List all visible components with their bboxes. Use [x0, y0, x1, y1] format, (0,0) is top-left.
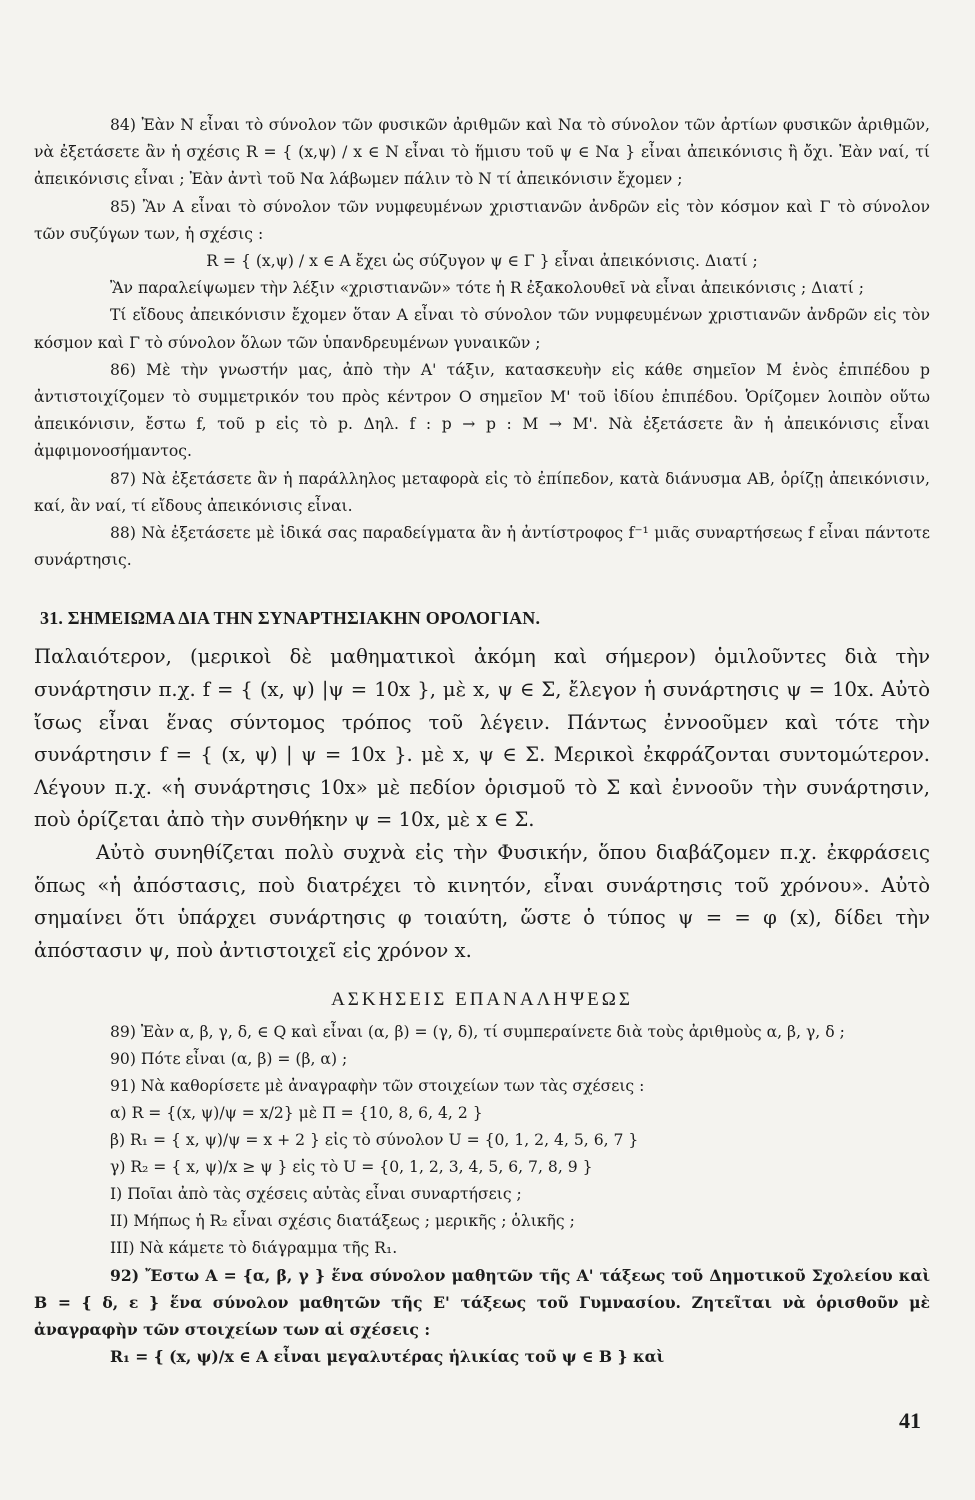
- exercise-85: 85) Ἂν A εἶναι τὸ σύνολον τῶν νυμφευμένων χριστιανῶν ἀνδρῶν εἰς τὸν κόσμον καὶ Γ τὸ σύνολον τῶν συζύγων των, ἡ σχέσις :: [34, 197, 930, 243]
- exercise-87: 87) Νὰ ἐξετάσετε ἂν ἡ παράλληλος μεταφορὰ εἰς τὸ ἐπίπεδον, κατὰ διάνυσμα AB, ὁρίζῃ ἀπεικόνισιν, καί, ἂν ναί, τί εἴδους ἀπεικόνισις εἶναι.: [34, 469, 930, 515]
- exercise-91-a: α) R = {(x, ψ)/ψ = x/2} μὲ Π = {10, 8, 6, 4, 2 }: [110, 1104, 483, 1123]
- exercise-90: 90) Πότε εἶναι (α, β) = (β, α) ;: [110, 1050, 348, 1069]
- exercise-85-question-b: Τί εἴδους ἀπεικόνισιν ἔχομεν ὅταν A εἶναι τὸ σύνολον τῶν νυμφευμένων χριστιανῶν ἀνδρῶν εἰς τὸν κόσμον καὶ Γ τὸ σύνολον ὅλων τῶν ὑπανδρευμένων γυναικῶν ;: [34, 306, 930, 352]
- exercise-86: 86) Μὲ τὴν γνωστήν μας, ἀπὸ τὴν Α' τάξιν, κατασκευὴν εἰς κάθε σημεῖον M ἑνὸς ἐπιπέδου p ἀντιστοιχίζομεν τὸ συμμετρικόν του πρὸς κέντρον O σημεῖον M' τοῦ ἰδίου ἐπιπέδου. Ὁρίζομεν λοιπὸν οὕτω ἀπεικόνισιν, ἔστω f, τοῦ p εἰς τὸ p. Δηλ. f : p → p : M → M'. Νὰ ἐξετάσετε ἂν ἡ ἀπεικόνισις εἶναι ἀμφιμονοσήμαντος.: [34, 360, 930, 461]
- exercise-92: 92) Ἔστω A = {α, β, γ } ἕνα σύνολον μαθητῶν τῆς Α' τάξεως τοῦ Δημοτικοῦ Σχολείου καὶ B = { δ, ε } ἕνα σύνολον μαθητῶν τῆς Ε' τάξεως τοῦ Γυμνασίου. Ζητεῖται νὰ ὁρισθοῦν μὲ ἀναγραφὴν τῶν στοιχείων των αἱ σχέσεις :: [34, 1266, 930, 1340]
- exercise-91-ii: II) Μήπως ἡ R₂ εἶναι σχέσις διατάξεως ; μερικῆς ; ὁλικῆς ;: [110, 1212, 575, 1231]
- section-title: 31. ΣΗΜΕΙΩΜΑ ΔΙΑ ΤΗΝ ΣΥΝΑΡΤΗΣΙΑΚΗΝ ΟΡΟΛΟΓΙΑΝ.: [40, 608, 541, 629]
- page-number: 41: [899, 1408, 921, 1433]
- exercise-91-c: γ) R₂ = { x, ψ)/x ≥ ψ } εἰς τὸ U = {0, 1, 2, 3, 4, 5, 6, 7, 8, 9 }: [110, 1158, 593, 1177]
- exercise-85-question-a: Ἂν παραλείψωμεν τὴν λέξιν «χριστιανῶν» τότε ἡ R ἐξακολουθεῖ νὰ εἶναι ἀπεικόνισις ; Διατί ;: [110, 279, 865, 298]
- exercise-91-b: β) R₁ = { x, ψ)/ψ = x + 2 } εἰς τὸ σύνολον U = {0, 1, 2, 4, 5, 6, 7 }: [110, 1131, 639, 1150]
- note-paragraph-2: Αὐτὸ συνηθίζεται πολὺ συχνὰ εἰς τὴν Φυσικήν, ὅπου διαβάζομεν π.χ. ἐκφράσεις ὅπως «ἡ ἀπόστασις, ποὺ διατρέχει τὸ κινητόν, εἶναι συνάρτησις τοῦ χρόνου». Αὐτὸ σημαίνει ὅτι ὑπάρχει συνάρτησις φ τοιαύτη, ὥστε ὁ τύπος ψ = = φ (x), δίδει τὴν ἀπόστασιν ψ, ποὺ ἀντιστοιχεῖ εἰς χρόνον x.: [34, 841, 930, 962]
- exercise-85-formula: R = { (x,ψ) / x ∈ A ἔχει ὡς σύζυγον ψ ∈ Γ } εἶναι ἀπεικόνισις. Διατί ;: [206, 252, 758, 271]
- exercise-92-relation: R₁ = { (x, ψ)/x ∈ A εἶναι μεγαλυτέρας ἡλικίας τοῦ ψ ∈ B } καὶ: [110, 1347, 665, 1367]
- exercise-91: 91) Νὰ καθορίσετε μὲ ἀναγραφὴν τῶν στοιχείων των τὰς σχέσεις :: [110, 1077, 645, 1096]
- exercises-89-92: [34, 1019, 930, 1370]
- note-paragraph-1: Παλαιότερον, (μερικοὶ δὲ μαθηματικοὶ ἀκόμη καὶ σήμερον) ὁμιλοῦντες διὰ τὴν συνάρτησιν π.χ. f = { (x, ψ) |ψ = 10x }, μὲ x, ψ ∈ Σ, ἔλεγον ἡ συνάρτησις ψ = 10x. Αὐτὸ ἴσως εἶναι ἕνας σύντομος τρόπος τοῦ λέγειν. Πάντως ἐννοοῦμεν καὶ τότε τὴν συνάρτησιν f = { (x, ψ) | ψ = 10x }. μὲ x, ψ ∈ Σ. Μερικοὶ ἐκφράζονται συντομώτερον. Λέγουν π.χ. «ἡ συνάρτησις 10x» μὲ πεδίον ὁρισμοῦ τὸ Σ καὶ ἐννοοῦν τὴν συνάρτησιν, ποὺ ὁρίζεται ἀπὸ τὴν συνθήκην ψ = 10x, μὲ x ∈ Σ.: [34, 645, 930, 832]
- exercise-89: 89) Ἐὰν α, β, γ, δ, ∈ Q καὶ εἶναι (α, β) = (γ, δ), τί συμπεραίνετε διὰ τοὺς ἀριθμοὺς α, β, γ, δ ;: [110, 1023, 845, 1042]
- note-body: [34, 641, 930, 967]
- exercise-91-iii: III) Νὰ κάμετε τὸ διάγραμμα τῆς R₁.: [110, 1239, 398, 1258]
- exercises-84-88: [34, 112, 930, 574]
- page: [34, 112, 930, 1370]
- exercise-84: 84) Ἐὰν N εἶναι τὸ σύνολον τῶν φυσικῶν ἀριθμῶν καὶ Nα τὸ σύνολον τῶν ἀρτίων φυσικῶν ἀριθμῶν, νὰ ἐξετάσετε ἂν ἡ σχέσις R = { (x,ψ) / x ∈ N εἶναι τὸ ἥμισυ τοῦ ψ ∈ Nα } εἶναι ἀπεικόνισις ἢ ὄχι. Ἐὰν ναί, τί ἀπεικόνισις εἶναι ; Ἐὰν ἀντὶ τοῦ Nα λάβωμεν πάλιν τὸ N τί ἀπεικόνισιν ἔχομεν ;: [34, 116, 930, 189]
- exercise-88: 88) Νὰ ἐξετάσετε μὲ ἰδικά σας παραδείγματα ἂν ἡ ἀντίστροφος f⁻¹ μιᾶς συναρτήσεως f εἶναι πάντοτε συνάρτησις.: [34, 524, 930, 570]
- exercise-91-i: I) Ποῖαι ἀπὸ τὰς σχέσεις αὐτὰς εἶναι συναρτήσεις ;: [110, 1185, 522, 1204]
- exercises-title: ΑΣΚΗΣΕΙΣ ΕΠΑΝΑΛΗΨΕΩΣ: [331, 989, 633, 1011]
